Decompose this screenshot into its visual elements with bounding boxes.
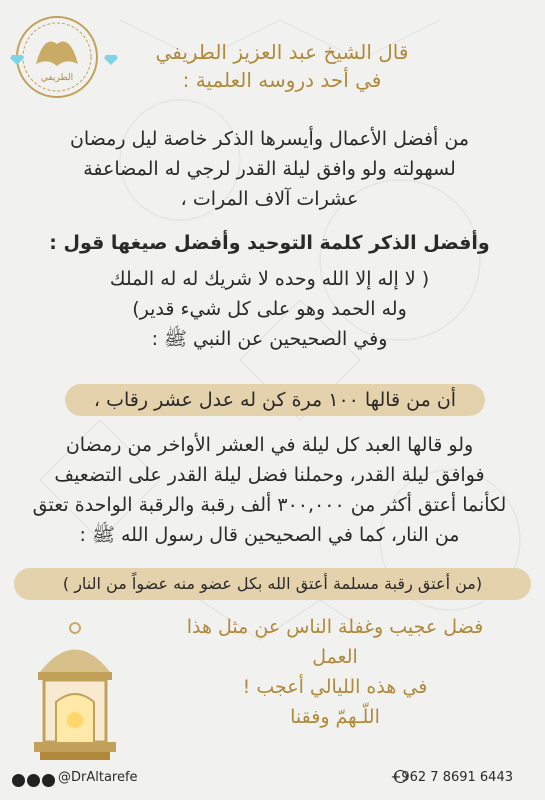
lantern-icon xyxy=(20,622,130,762)
logo xyxy=(14,14,100,100)
paragraph-3-line-1: ولو قالها العبد كل ليلة في العشر الأواخر من رمضان xyxy=(65,434,474,456)
paragraph-2 xyxy=(22,228,517,354)
phone-number[interactable]: +962 7 8691 6443 xyxy=(390,770,513,785)
footer xyxy=(0,756,545,800)
paragraph-1 xyxy=(22,124,517,214)
social-icons xyxy=(12,770,57,789)
paragraph-2-line-4: وفي الصحيحين عن النبي ﷺ : xyxy=(151,328,388,350)
highlight-pill-1: أن من قالها ١٠٠ مرة كن له عدل عشر رقاب ، xyxy=(65,384,485,416)
closing-line-3: اللّـهمّ وفقنا xyxy=(290,706,380,728)
header-title: قال الشيخ عبد العزيز الطريفي xyxy=(155,40,409,64)
header xyxy=(97,38,467,94)
paragraph-3 xyxy=(22,430,517,550)
paragraph-1-line-3: عشرات آلاف المرات ، xyxy=(180,188,359,210)
closing-text xyxy=(165,612,505,732)
telegram-icon[interactable] xyxy=(27,774,40,787)
highlight-pill-2: (من أعتق رقبة مسلمة أعتق الله بكل عضو منه عضواً من النار ) xyxy=(14,568,531,600)
logo-text: الطريفي xyxy=(40,73,74,83)
paragraph-3-line-4: من النار، كما في الصحيحين قال رسول الله ﷺ : xyxy=(79,524,460,546)
closing-line-1: فضل عجيب وغفلة الناس عن مثل هذا العمل xyxy=(186,616,484,668)
instagram-icon[interactable] xyxy=(42,774,55,787)
paragraph-2-line-3: وله الحمد وهو على كل شيء قدير) xyxy=(132,298,407,320)
paragraph-1-line-1: من أفضل الأعمال وأيسرها الذكر خاصة ليل رمضان xyxy=(69,128,470,150)
paragraph-2-line-1: وأفضل الذكر كلمة التوحيد وأفضل صيغها قول : xyxy=(49,232,490,254)
paragraph-2-line-2: ( لا إله إلا الله وحده لا شريك له له الملك xyxy=(109,268,430,290)
header-subtitle: في أحد دروسه العلمية : xyxy=(182,68,382,92)
paragraph-1-line-2: لسهولته ولو وافق ليلة القدر لرجي له المضاعفة xyxy=(83,158,456,180)
social-handle[interactable]: @DrAltarefe xyxy=(58,770,138,785)
youtube-icon[interactable] xyxy=(12,774,25,787)
paragraph-3-line-3: لكأنما أعتق أكثر من ٣٠٠,٠٠٠ ألف رقبة والرقبة الواحدة تعتق xyxy=(32,494,507,516)
diamond-icon xyxy=(10,55,24,65)
paragraph-3-line-2: فوافق ليلة القدر، وحملنا فضل ليلة القدر على التضعيف xyxy=(54,464,485,486)
closing-line-2: في هذه الليالي أعجب ! xyxy=(242,676,428,698)
